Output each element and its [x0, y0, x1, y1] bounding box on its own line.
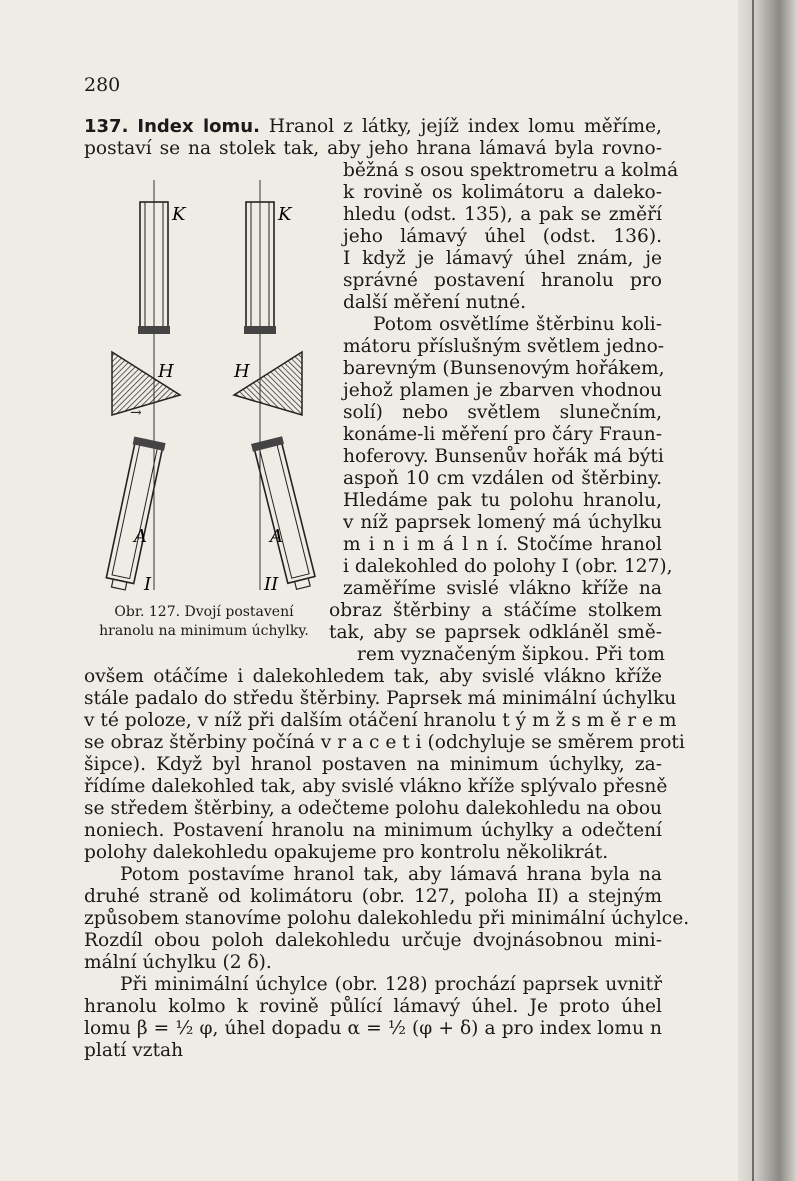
- text-line: polohy dalekohledu opakujeme pro kontrolu několikrát.: [84, 842, 609, 863]
- text-line: správné postavení hranolu pro: [343, 270, 662, 291]
- text-line: postaví se na stolek tak, aby jeho hrana lámavá byla rovno-: [84, 138, 662, 159]
- telescope-left: [103, 436, 166, 591]
- text-line: platí vztah: [84, 1040, 184, 1061]
- text-line: hranolu kolmo k rovině půlící lámavý úhel. Je proto úhel: [84, 996, 662, 1017]
- text-line: m i n i m á l n í. Stočíme hranol: [343, 534, 662, 555]
- text-line: jehož plamen je zbarven vhodnou: [343, 380, 662, 401]
- label-k-right: K: [278, 204, 292, 225]
- text-line: se středem štěrbiny, a odečteme polohu dalekohledu na obou: [84, 798, 662, 819]
- figure-127-diagram: [84, 180, 334, 600]
- page-number: 280: [84, 74, 121, 96]
- text-line: v níž paprsek lomený má úchylku: [343, 512, 662, 533]
- text-line: hoferovy. Bunsenův hořák má býti: [343, 446, 664, 467]
- telescope-right: [251, 436, 319, 591]
- text-line: lomu β = ½ φ, úhel dopadu α = ½ (φ + δ) a pro index lomu n: [84, 1018, 662, 1039]
- figure-caption-line1: Obr. 127. Dvojí postavení: [114, 604, 294, 620]
- book-spine-shadow: [738, 0, 797, 1181]
- text-line: stále padalo do středu štěrbiny. Paprsek má minimální úchylku: [84, 688, 677, 709]
- section-heading-line: [84, 116, 662, 138]
- text-line: druhé straně od kolimátoru (obr. 127, poloha II) a stejným: [84, 886, 662, 907]
- text-line: šipce). Když byl hranol postaven na minimum úchylky, za-: [84, 754, 662, 775]
- text-line: tak, aby se paprsek odkláněl smě-: [329, 622, 662, 643]
- text-line: hledu (odst. 135), a pak se změří: [343, 204, 662, 225]
- text-line: i dalekohled do polohy I (obr. 127),: [343, 556, 673, 577]
- text-line: Potom osvětlíme štěrbinu koli-: [373, 314, 662, 335]
- text-line: noniech. Postavení hranolu na minimum úchylky a odečtení: [84, 820, 662, 841]
- text-line: rem vyznačeným šipkou. Při tom: [357, 644, 665, 665]
- text-line: mátoru příslušným světlem jedno-: [343, 336, 665, 357]
- text-line: běžná s osou spektrometru a kolmá: [343, 160, 679, 181]
- text-line: se obraz štěrbiny počíná v r a c e t i (odchyluje se směrem proti: [84, 732, 685, 753]
- text-line: konáme-li měření pro čáry Fraun-: [343, 424, 662, 445]
- label-a-right: A: [270, 526, 283, 547]
- page-edge: [752, 0, 754, 1181]
- text-line: Rozdíl obou poloh dalekohledu určuje dvojnásobnou mini-: [84, 930, 662, 951]
- text-line: způsobem stanovíme polohu dalekohledu při minimální úchylce.: [84, 908, 690, 929]
- section-intro: Hranol z látky, jejíž index lomu měříme,: [268, 116, 662, 137]
- text-line: řídíme dalekohled tak, aby svislé vlákno kříže splývalo přesně: [84, 776, 668, 797]
- text-line: Při minimální úchylce (obr. 128) prochází paprsek uvnitř: [120, 974, 662, 995]
- section-title: Index lomu.: [137, 116, 260, 137]
- label-h-right: H: [234, 361, 250, 382]
- text-line: k rovině os kolimátoru a daleko-: [343, 182, 662, 203]
- text-line: I když je lámavý úhel znám, je: [343, 248, 662, 269]
- text-line: Potom postavíme hranol tak, aby lámavá hrana byla na: [120, 864, 662, 885]
- text-line: solí) nebo světlem slunečním,: [343, 402, 662, 423]
- text-line: Hledáme pak tu polohu hranolu,: [343, 490, 662, 511]
- label-h-left: H: [158, 361, 174, 382]
- text-line: v té poloze, v níž při dalším otáčení hranolu t ý m ž s m ě r e m: [84, 710, 677, 731]
- figure-caption-line2: hranolu na minimum úchylky.: [99, 623, 309, 639]
- text-line: ovšem otáčíme i dalekohledem tak, aby svislé vlákno kříže: [84, 666, 662, 687]
- label-position-2: II: [264, 574, 279, 595]
- text-line: jeho lámavý úhel (odst. 136).: [343, 226, 662, 247]
- arrow-icon: →: [130, 405, 142, 421]
- text-line: zaměříme svislé vlákno kříže na: [343, 578, 662, 599]
- label-k-left: K: [172, 204, 186, 225]
- text-line: obraz štěrbiny a stáčíme stolkem: [329, 600, 662, 621]
- text-line: mální úchylku (2 δ).: [84, 952, 272, 973]
- label-a-left: A: [134, 526, 147, 547]
- text-line: další měření nutné.: [343, 292, 527, 313]
- label-position-1: I: [144, 574, 152, 595]
- text-line: aspoň 10 cm vzdálen od štěrbiny.: [343, 468, 662, 489]
- text-line: barevným (Bunsenovým hořákem,: [343, 358, 665, 379]
- section-number: 137.: [84, 116, 129, 137]
